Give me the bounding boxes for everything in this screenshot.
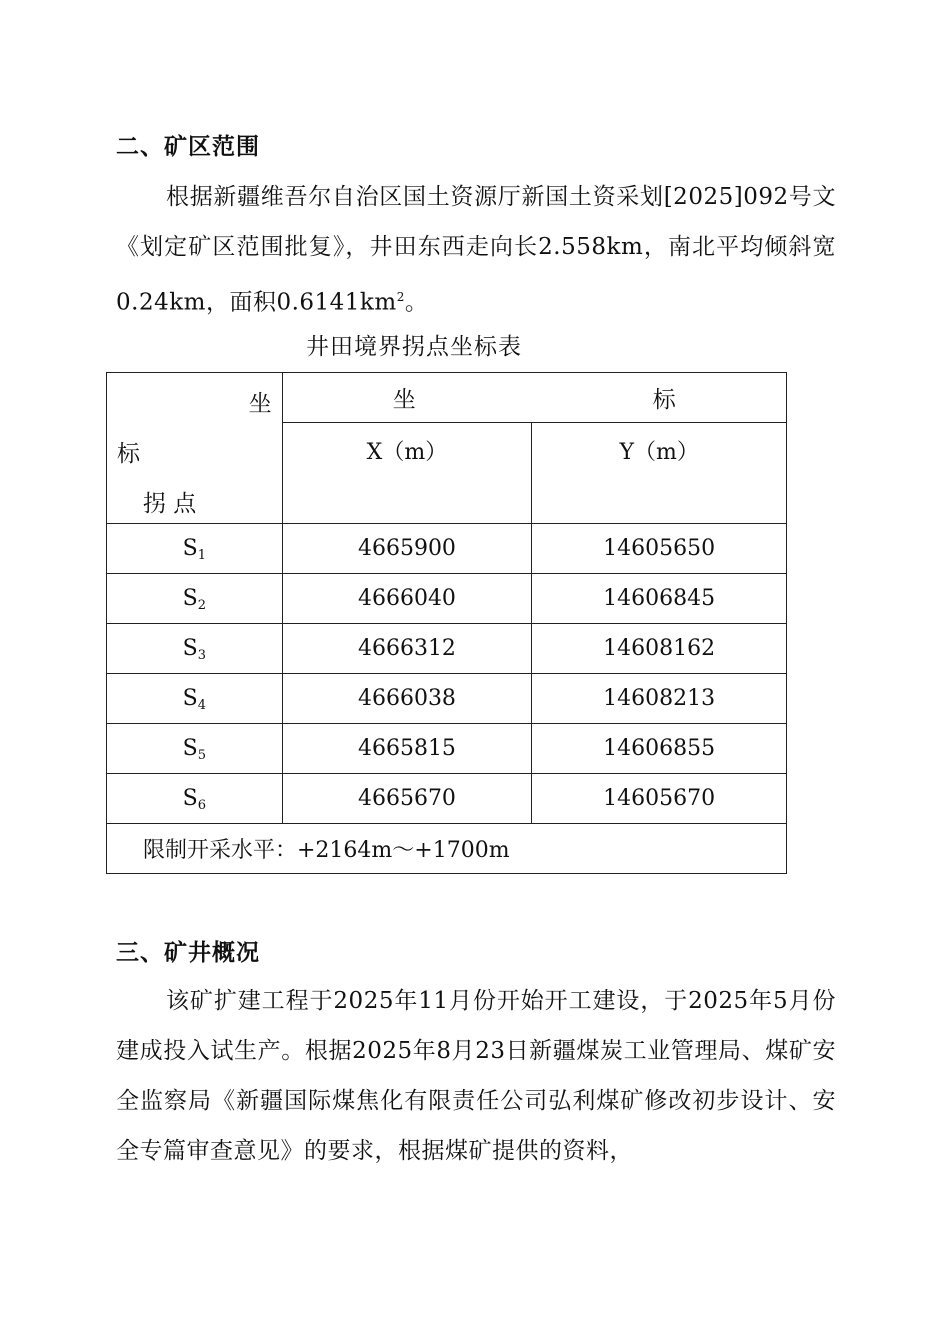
x-value: 4666312 (282, 624, 532, 674)
point-label: S4 (107, 674, 283, 724)
point-label: S5 (107, 724, 283, 774)
boundary-coordinates-table (106, 372, 787, 874)
corner-label-top: 坐 (248, 391, 272, 417)
mine-overview-paragraph: 该矿扩建工程于2025年11月份开始开工建设，于2025年5月份建成投入试生产。根据2025年8月23日新疆煤炭工业管理局、煤矿安全监察局《新疆国际煤焦化有限责任公司弘利煤矿修改初步设计、安全专篇审查意见》的要求，根据煤矿提供的资料， (116, 988, 836, 1164)
x-value: 4665900 (282, 524, 532, 574)
table-row (107, 724, 787, 774)
table-row (107, 624, 787, 674)
y-value: 14605650 (532, 524, 787, 574)
corner-label-mid: 标 (117, 441, 140, 467)
section-heading-mining-area: 二、矿区范围 (116, 134, 260, 160)
x-column-header: X（m） (282, 423, 532, 524)
y-value: 14608162 (532, 624, 787, 674)
y-column-header: Y（m） (532, 423, 787, 524)
coordinates-header (282, 373, 786, 423)
section-heading-mine-overview: 三、矿井概况 (116, 940, 260, 966)
point-label: S1 (107, 524, 283, 574)
table-row (107, 674, 787, 724)
mining-area-paragraph-end: 。 (404, 289, 429, 316)
table-row (107, 574, 787, 624)
mining-level-footer: 限制开采水平：+2164m～+1700m (107, 824, 787, 874)
table-caption: 井田境界拐点坐标表 (306, 334, 522, 360)
coord-header-right: 标 (652, 387, 676, 413)
mining-area-paragraph (116, 172, 836, 328)
table-row (107, 774, 787, 824)
point-label: S3 (107, 624, 283, 674)
coord-header-left: 坐 (392, 387, 416, 413)
y-value: 14606845 (532, 574, 787, 624)
x-value: 4666040 (282, 574, 532, 624)
x-value: 4665670 (282, 774, 532, 824)
mining-area-paragraph-text: 根据新疆维吾尔自治区国土资源厅新国土资采划[2025]092号文《划定矿区范围批复》，井田东西走向长2.558km，南北平均倾斜宽0.24km，面积0.6141km (116, 184, 836, 316)
x-value: 4665815 (282, 724, 532, 774)
y-value: 14605670 (532, 774, 787, 824)
x-value: 4666038 (282, 674, 532, 724)
point-label: S2 (107, 574, 283, 624)
table-corner-header (107, 373, 283, 524)
table-row (107, 524, 787, 574)
area-unit-superscript: 2 (396, 290, 405, 304)
corner-label-bottom: 拐 点 (143, 491, 197, 517)
point-label: S6 (107, 774, 283, 824)
y-value: 14606855 (532, 724, 787, 774)
y-value: 14608213 (532, 674, 787, 724)
